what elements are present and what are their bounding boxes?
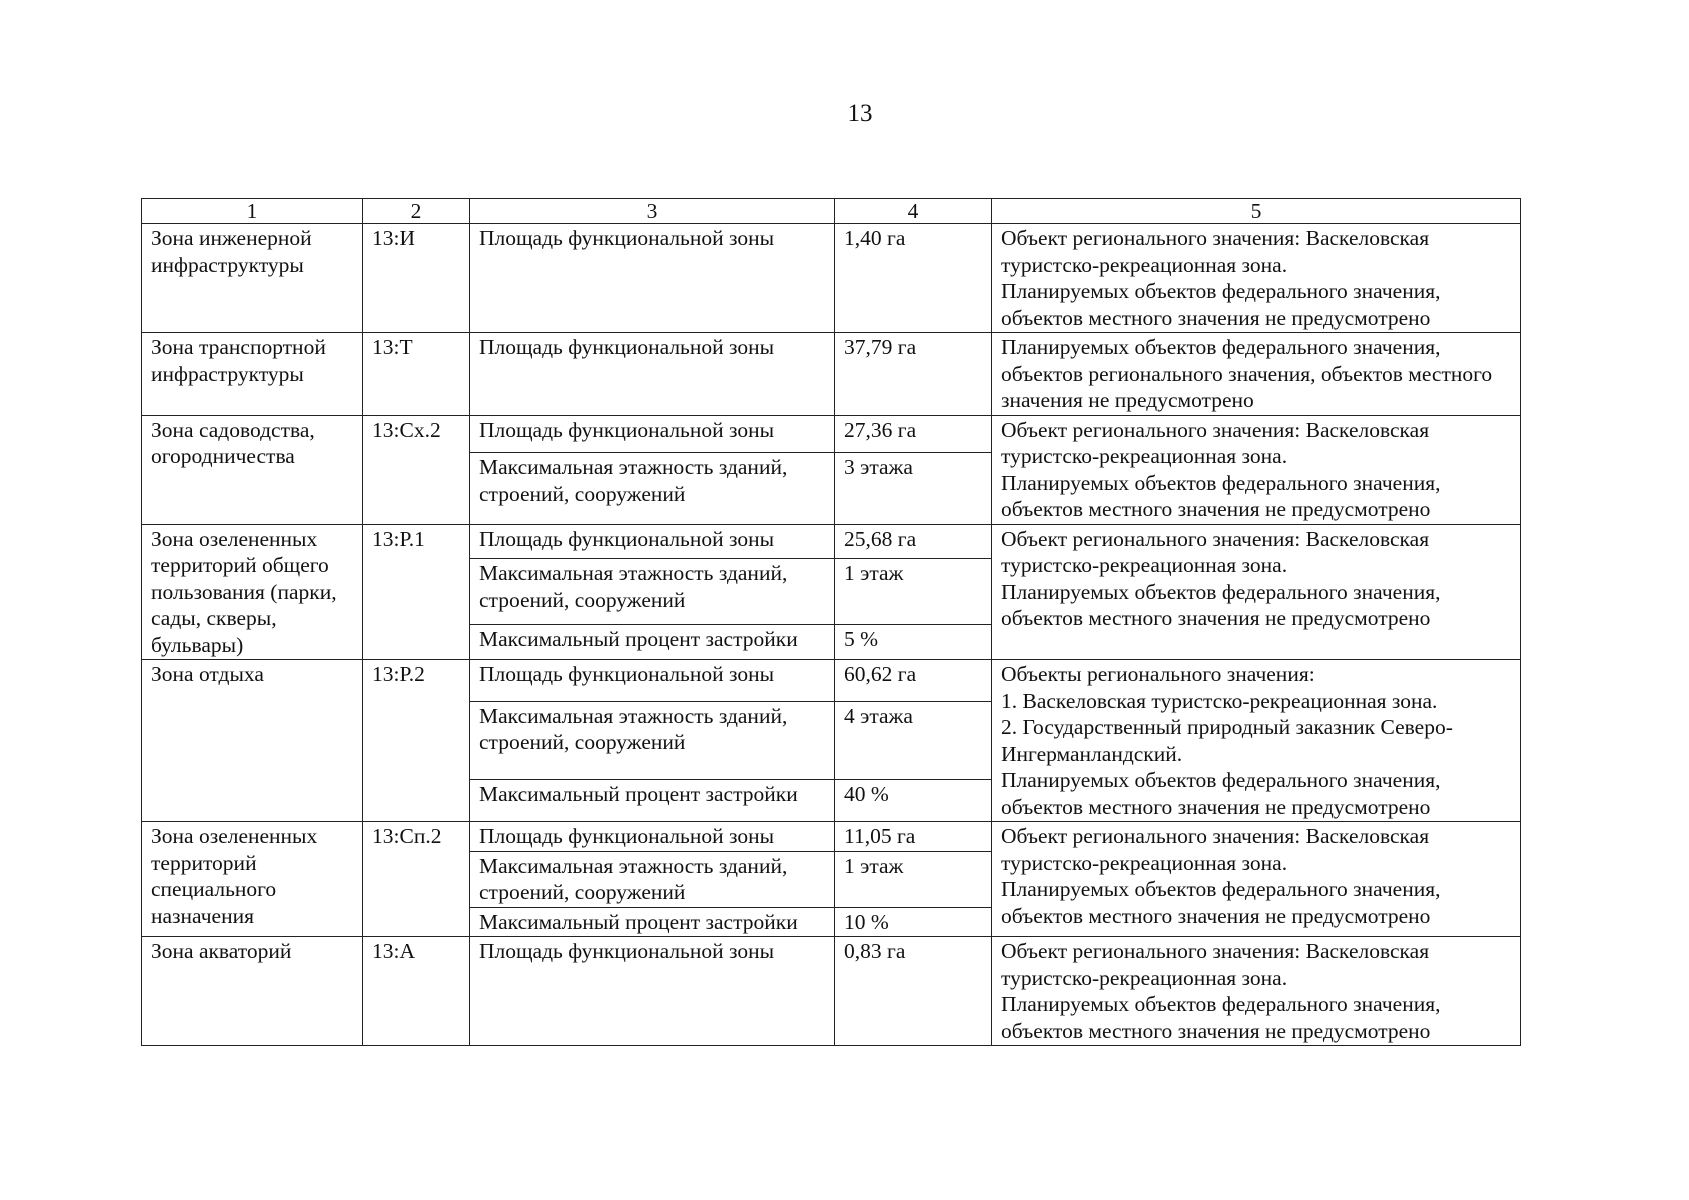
planned-objects-cell <box>992 822 1521 937</box>
planned-objects-line: Планируемых объектов федерального значения, объектов местного значения не предусмотрено <box>1001 579 1441 630</box>
parameter-name-cell: Площадь функциональной зоны <box>470 660 835 702</box>
planned-objects-cell <box>992 333 1521 416</box>
planned-objects-line: Объект регионального значения: Васкеловская туристско-рекреационная зона. <box>1001 526 1430 577</box>
planned-objects-line: Планируемых объектов федерального значения, объектов местного значения не предусмотрено <box>1001 279 1441 330</box>
parameter-name-cell: Площадь функциональной зоны <box>470 224 835 333</box>
planned-objects-line: Объект регионального значения: Васкеловская туристско-рекреационная зона. <box>1001 417 1430 468</box>
parameter-name-cell: Максимальный процент застройки <box>470 625 835 660</box>
table-row <box>142 333 1521 416</box>
planned-objects-cell <box>992 937 1521 1046</box>
planned-objects-cell <box>992 415 1521 524</box>
zone-code-cell: 13:А <box>363 937 470 1046</box>
zone-name-cell: Зона озелененных территорий специального назначения <box>142 822 363 937</box>
planned-objects-line: Планируемых объектов федерального значения, объектов местного значения не предусмотрено <box>1001 877 1441 928</box>
parameter-value-cell: 1,40 га <box>835 224 992 333</box>
parameter-value-cell: 25,68 га <box>835 524 992 559</box>
column-header: 5 <box>992 199 1521 224</box>
parameter-value-cell: 1 этаж <box>835 851 992 907</box>
zones-table <box>141 198 1521 1046</box>
planned-objects-line: Объект регионального значения: Васкеловская туристско-рекреационная зона. <box>1001 226 1430 277</box>
parameter-name-cell: Максимальная этажность зданий, строений, сооружений <box>470 851 835 907</box>
planned-objects-cell <box>992 660 1521 822</box>
parameter-value-cell: 1 этаж <box>835 559 992 625</box>
parameter-value-cell: 27,36 га <box>835 415 992 453</box>
zone-name-cell: Зона транспортной инфраструктуры <box>142 333 363 416</box>
zone-code-cell: 13:Сх.2 <box>363 415 470 524</box>
table-row <box>142 660 1521 702</box>
planned-objects-line: Объект регионального значения: Васкеловская туристско-рекреационная зона. <box>1001 824 1430 875</box>
zone-name-cell: Зона инженерной инфраструктуры <box>142 224 363 333</box>
parameter-value-cell: 10 % <box>835 907 992 937</box>
parameter-value-cell: 4 этажа <box>835 701 992 780</box>
zone-code-cell: 13:Р.1 <box>363 524 470 660</box>
zone-name-cell: Зона озелененных территорий общего пользования (парки, сады, скверы, бульвары) <box>142 524 363 660</box>
planned-objects-line: Планируемых объектов федерального значения, объектов местного значения не предусмотрено <box>1001 992 1441 1043</box>
table-row <box>142 224 1521 333</box>
parameter-value-cell: 40 % <box>835 780 992 822</box>
parameter-name-cell: Максимальный процент застройки <box>470 780 835 822</box>
parameter-name-cell: Максимальная этажность зданий, строений, сооружений <box>470 559 835 625</box>
zone-code-cell: 13:Т <box>363 333 470 416</box>
parameter-value-cell: 5 % <box>835 625 992 660</box>
parameter-name-cell: Площадь функциональной зоны <box>470 822 835 852</box>
parameter-value-cell: 0,83 га <box>835 937 992 1046</box>
zone-name-cell: Зона отдыха <box>142 660 363 822</box>
parameter-name-cell: Площадь функциональной зоны <box>470 333 835 416</box>
table-row <box>142 822 1521 852</box>
parameter-value-cell: 60,62 га <box>835 660 992 702</box>
parameter-value-cell: 37,79 га <box>835 333 992 416</box>
planned-objects-line: 2. Государственный природный заказник Северо-Ингерманландский. <box>1001 715 1453 766</box>
column-header: 2 <box>363 199 470 224</box>
page-number: 13 <box>847 100 873 127</box>
planned-objects-line: 1. Васкеловская туристско-рекреационная зона. <box>1001 688 1438 713</box>
parameter-value-cell: 3 этажа <box>835 453 992 524</box>
zone-code-cell: 13:Р.2 <box>363 660 470 822</box>
parameter-name-cell: Максимальная этажность зданий, строений, сооружений <box>470 701 835 780</box>
table-header-row <box>142 199 1521 224</box>
parameter-value-cell: 11,05 га <box>835 822 992 852</box>
column-header: 3 <box>470 199 835 224</box>
column-header: 4 <box>835 199 992 224</box>
planned-objects-line: Объект регионального значения: Васкеловская туристско-рекреационная зона. <box>1001 939 1430 990</box>
zone-code-cell: 13:Сп.2 <box>363 822 470 937</box>
parameter-name-cell: Площадь функциональной зоны <box>470 524 835 559</box>
parameter-name-cell: Площадь функциональной зоны <box>470 937 835 1046</box>
column-header: 1 <box>142 199 363 224</box>
planned-objects-cell <box>992 524 1521 660</box>
zone-name-cell: Зона садоводства, огородничества <box>142 415 363 524</box>
parameter-name-cell: Площадь функциональной зоны <box>470 415 835 453</box>
table-row <box>142 415 1521 453</box>
zone-name-cell: Зона акваторий <box>142 937 363 1046</box>
table-row <box>142 524 1521 559</box>
parameter-name-cell: Максимальная этажность зданий, строений, сооружений <box>470 453 835 524</box>
planned-objects-line: Планируемых объектов федерального значения, объектов местного значения не предусмотрено <box>1001 470 1441 521</box>
parameter-name-cell: Максимальный процент застройки <box>470 907 835 937</box>
planned-objects-cell <box>992 224 1521 333</box>
zone-code-cell: 13:И <box>363 224 470 333</box>
planned-objects-line: Объекты регионального значения: <box>1001 662 1315 686</box>
planned-objects-line: Планируемых объектов федерального значения, объектов регионального значения, объектов местного значения не предусмотрено <box>1001 335 1493 412</box>
planned-objects-line: Планируемых объектов федерального значения, объектов местного значения не предусмотрено <box>1001 768 1441 819</box>
table-row <box>142 937 1521 1046</box>
